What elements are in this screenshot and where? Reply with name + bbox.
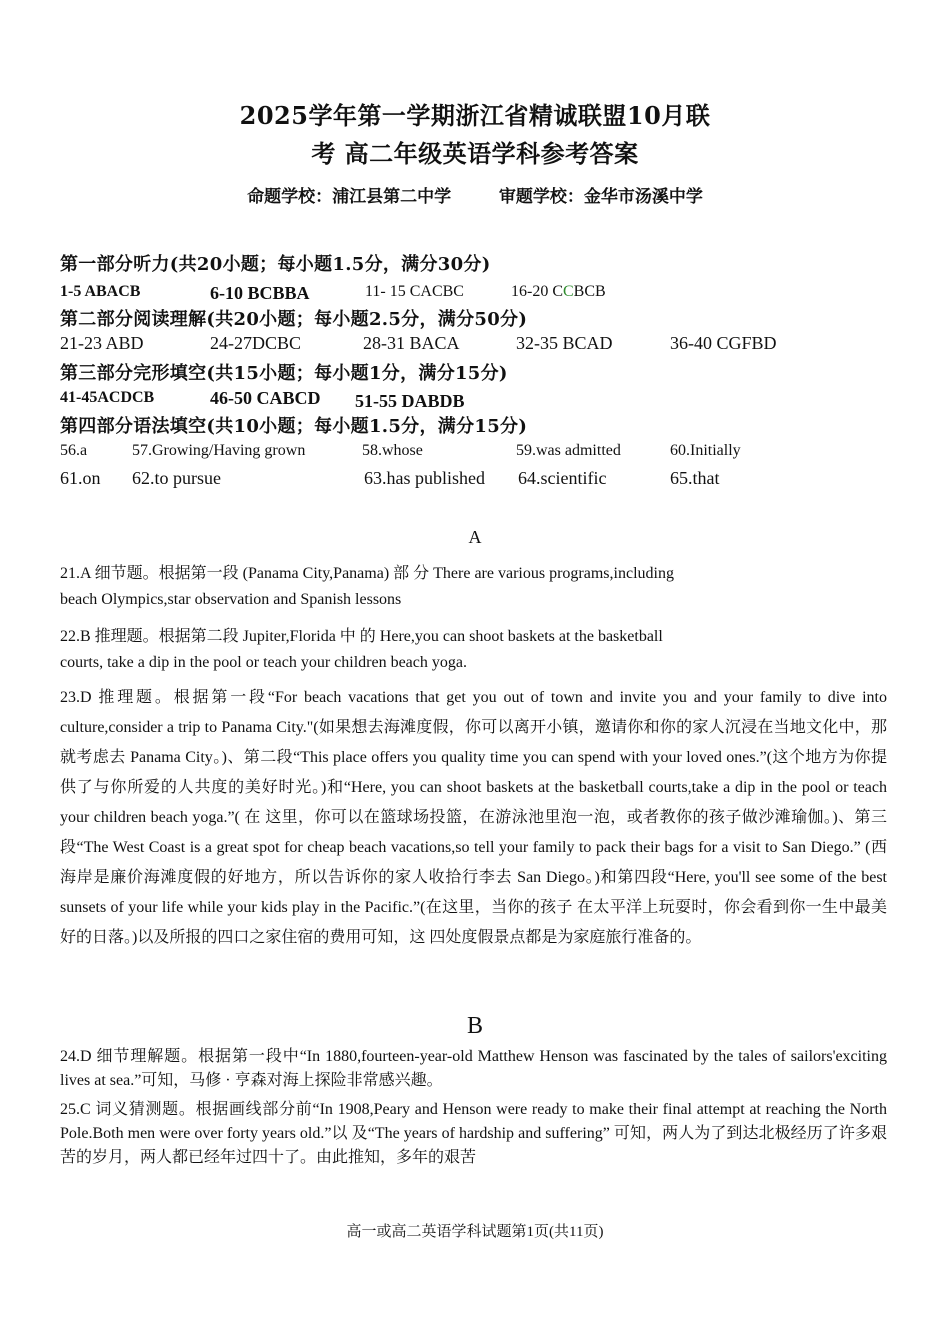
q21-line1: 21.A 细节题。根据第一段 (Panama City,Panama) 部 分 There are various programs,including — [60, 565, 674, 582]
school-info — [0, 182, 950, 207]
setter-school: 命题学校：浦江县第二中学 — [247, 187, 452, 207]
part1-answer-16-20 — [511, 283, 606, 301]
part4-answer-60: 60.Initially — [670, 442, 741, 459]
part4-heading: 第四部分语法填空(共10小题；每小题1.5分，满分15分) — [60, 416, 528, 437]
part2-answer-32-35: 32-35 BCAD — [516, 333, 613, 353]
part4-answer-63: 63.has published — [364, 468, 485, 488]
reviewer-school: 审题学校：金华市汤溪中学 — [498, 187, 703, 207]
section-b-label: B — [466, 1013, 483, 1039]
part1-answer-11-15: 11- 15 CACBC — [365, 283, 464, 300]
part3-answer-51-55: 51-55 DABDB — [355, 391, 465, 411]
part3-answer-41-45: 41-45ACDCB — [60, 389, 155, 406]
section-a-label: A — [468, 527, 482, 547]
part4-answers-row2 — [60, 468, 890, 492]
q22-line2: courts, take a dip in the pool or teach your children beach yoga. — [60, 654, 467, 671]
part1-answer-16-20-green: C — [563, 283, 574, 300]
part3-answer-46-50: 46-50 CABCD — [210, 388, 321, 408]
part2-heading: 第二部分阅读理解(共20小题；每小题2.5分，满分50分) — [60, 309, 528, 330]
q24-explanation: 24.D 细节理解题。根据第一段中“In 1880,fourteen-year-old Matthew Henson was fascinated by the tales of sailors'exciting lives at sea.”可知，马修 · 亨森对海上探险非常感兴趣。 — [60, 1048, 887, 1089]
q23-explanation: 23.D 推理题。根据第一段“For beach vacations that get you out of town and invite you and your family to dive into culture,consider a trip to Panama City."(如果想去海滩度假，你可以离开小镇，邀请你和你的家人沉浸在当地文化中，那就考虑去 Panama City。)、第二段“This place offers you quality time you can spend with your loved ones.”(这个地方为你提供了与你所爱的人共度的美好时光。)和“Here, you can shoot baskets at the basketball courts,take a dip in the pool or teach your children beach yoga.”( 在 这里，你可以在篮球场投篮，在游泳池里泡一泡，或者教你的孩子做沙滩瑜伽。)、第三段“The West Coast is a great spot for cheap beach vacations,so tell your family to pack their bags for a visit to San Diego.” (西海岸是廉价海滩度假的好地方，所以告诉你的家人收拾行李去 San Diego。)和第四段“Here, you'll see some of the best sunsets of your life while your kids play in the Pacific.”(在这里，当你的孩子 在太平洋上玩耍时，你会看到你一生中最美好的日落。)以及所报的四口之家住宿的费用可知，这 四处度假景点都是为家庭旅行准备的。 — [60, 689, 888, 946]
part4-answer-64: 64.scientific — [518, 468, 607, 488]
part1-answer-1-5: 1-5 ABACB — [60, 283, 141, 300]
part4-answers-row1 — [60, 442, 890, 464]
q22-line1: 22.B 推理题。根据第二段 Jupiter,Florida 中 的 Here,you can shoot baskets at the basketball — [60, 628, 663, 645]
part4-answer-56: 56.a — [60, 442, 88, 459]
q25-explanation: 25.C 词义猜测题。根据画线部分前“In 1908,Peary and Henson were ready to make their final attempt at reaching the North Pole.Both men were over forty years old.”以 及“The years of hardship and suffering” 可知，两人为了到达北极经历了许多艰苦的岁月，两人都已经年过四十了。由此推知，多年的艰苦 — [60, 1101, 887, 1166]
page-footer: 高一或高二英语学科试题第1页(共11页) — [346, 1224, 604, 1240]
part3-heading: 第三部分完形填空(共15小题；每小题1分，满分15分) — [60, 363, 508, 384]
part3-answers — [60, 388, 890, 412]
part4-answer-65: 65.that — [670, 468, 720, 488]
part4-answer-58: 58.whose — [362, 442, 423, 459]
part2-answer-21-23: 21-23 ABD — [60, 333, 144, 353]
part1-answer-16-20-rest: BCB — [573, 283, 606, 300]
part4-answer-61: 61.on — [60, 468, 101, 488]
document-title-line1: 2025学年第一学期浙江省精诚联盟10月联 — [239, 101, 711, 130]
part4-answer-57: 57.Growing/Having grown — [132, 442, 306, 459]
part1-heading: 第一部分听力(共20小题；每小题1.5分，满分30分) — [60, 254, 491, 275]
part2-answers — [60, 333, 890, 357]
part2-answer-24-27: 24-27DCBC — [210, 333, 302, 353]
part1-answers — [60, 283, 890, 305]
part1-answer-6-10: 6-10 BCBBA — [210, 283, 310, 303]
part4-answer-59: 59.was admitted — [516, 442, 621, 459]
part1-answer-16-20-prefix: 16-20 C — [511, 283, 563, 300]
part4-answer-62: 62.to pursue — [132, 468, 221, 488]
part2-answer-36-40: 36-40 CGFBD — [670, 333, 777, 353]
part2-answer-28-31: 28-31 BACA — [363, 333, 460, 353]
q21-line2: beach Olympics,star observation and Spanish lessons — [60, 591, 402, 608]
document-title-line2: 考 高二年级英语学科参考答案 — [311, 139, 639, 168]
